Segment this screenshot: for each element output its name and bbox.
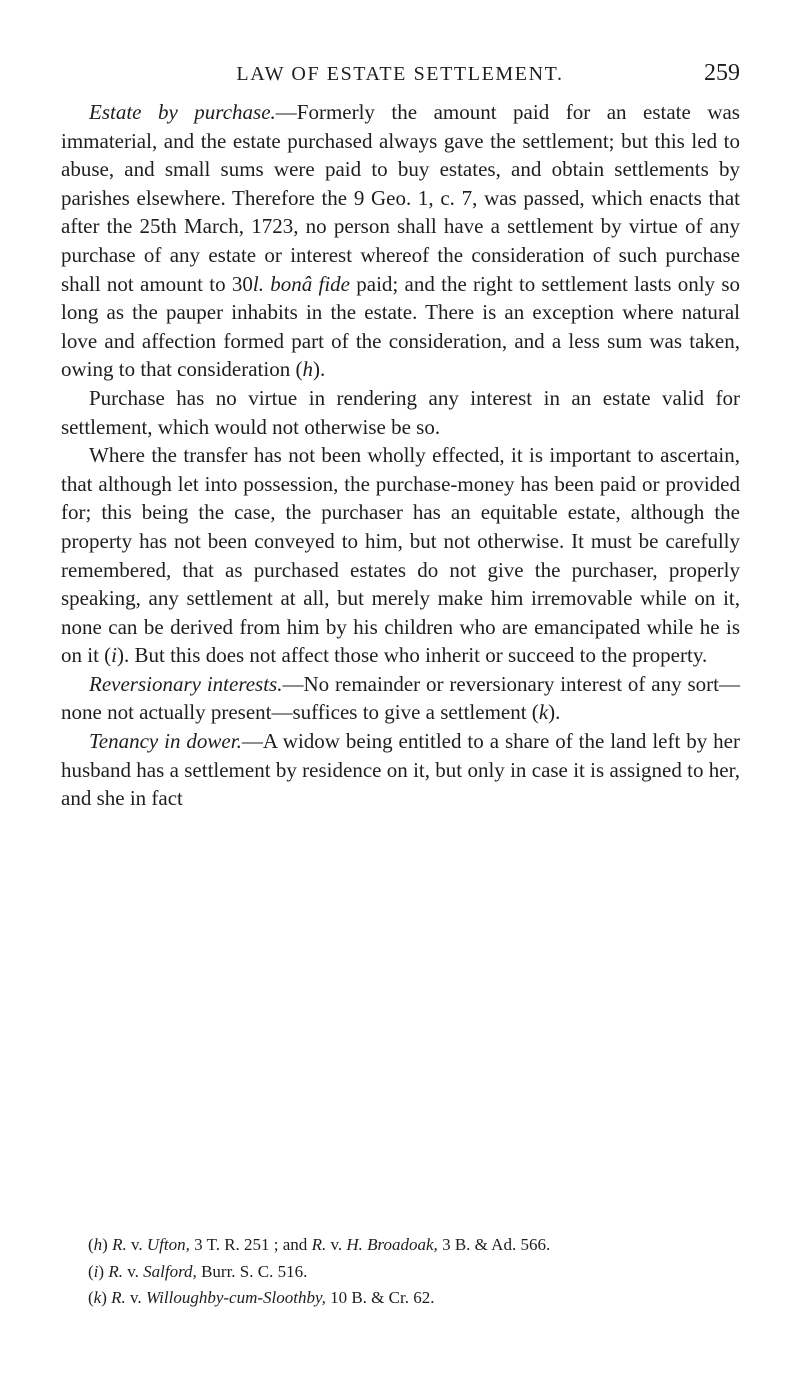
text-run: —No remainder or reversionary interest of any sort—none not actually present—suffices to give a settlement ( (61, 671, 740, 725)
italic-text: Willoughby-cum-Sloothby, (145, 1288, 326, 1307)
text-run: v. (126, 1235, 147, 1254)
page-number: 259 (704, 60, 740, 86)
section-heading: Estate by purchase. (89, 100, 276, 124)
section-heading: Tenancy in dower. (89, 729, 242, 754)
text-run: 3 T. R. 251 ; and (189, 1235, 312, 1254)
running-head (60, 60, 740, 100)
text-run: v. (122, 1261, 144, 1281)
paragraph (61, 670, 740, 727)
italic-text: i (93, 1261, 99, 1281)
running-title: LAW OF ESTATE SETTLEMENT. (236, 63, 564, 85)
italic-text: R. (112, 1235, 127, 1254)
italic-text: k (93, 1288, 102, 1307)
text-run: Burr. S. C. 516. (196, 1261, 308, 1281)
text-run: ). (548, 700, 561, 725)
text-run: ( (88, 1288, 94, 1307)
text-run: v. (326, 1235, 347, 1254)
text-run: —Formerly the amount paid for an estate was immaterial, and the estate purchased always gave the settlement; but this led to abuse, and small sums were paid to buy estates, and obtain settlements by parishes elsewhere. Therefore the 9 Geo. 1, c. 7, was passed, which enacts that after the 25th March, 1723, no person shall have a settlement by virtue of any purchase of any estate or interest whereof the consideration of such purchase shall not amount to 30 (61, 100, 740, 296)
text-run: ( (88, 1235, 94, 1254)
text-run: 10 B. & Cr. 62. (325, 1288, 435, 1307)
footnotes (88, 1232, 748, 1312)
body-text (61, 98, 740, 813)
italic-text: i (111, 643, 118, 668)
italic-text: Salford, (143, 1261, 197, 1281)
text-run: ) (101, 1288, 112, 1307)
footnote (88, 1232, 748, 1259)
italic-text: h (93, 1235, 103, 1254)
paragraph (61, 98, 740, 384)
italic-text: Ufton, (146, 1235, 190, 1254)
italic-text: l. bonâ fide (252, 271, 350, 296)
italic-text: h (302, 357, 313, 382)
footnote (88, 1259, 748, 1286)
text-run: Purchase has no virtue in rendering any interest in an estate valid for settlement, which would not otherwise be so. (61, 385, 740, 439)
italic-text: k (538, 700, 549, 725)
text-run: ) (102, 1235, 113, 1254)
paragraph (61, 727, 740, 813)
text-run: 3 B. & Ad. 566. (437, 1235, 551, 1254)
text-run: paid; and the right to settlement lasts only so long as the pauper inhabits in the estate. There is an exception where natural love and affection formed part of the consideration, and a less sum was taken, owing to that consideration ( (61, 271, 740, 382)
text-run: Where the transfer has not been wholly effected, it is important to ascertain, that although let into possession, the purchase-money has been paid or provided for; this being the case, the purchaser has an equitable estate, although the property has not been conveyed to him, but not otherwise. It must be carefully remembered, that as purchased estates do not give the purchaser, properly speaking, any settlement at all, but merely make him irremovable while on it, none can be derived from him by his children who are emancipated while he is on it ( (61, 443, 740, 668)
text-run: v. (125, 1288, 146, 1307)
text-run: ) (98, 1261, 109, 1281)
paragraph (61, 384, 740, 441)
footnote (88, 1285, 748, 1312)
text-run: ( (88, 1261, 94, 1281)
text-run: —A widow being entitled to a share of the land left by her husband has a settlement by residence on it, but only in case it is assigned to her, and she in fact (61, 729, 740, 811)
text-run: ). But this does not affect those who inherit or succeed to the property. (117, 643, 708, 668)
italic-text: R. (108, 1261, 123, 1281)
italic-text: H. Broadoak, (346, 1235, 438, 1254)
section-heading: Reversionary interests. (89, 671, 283, 696)
text-run: ). (312, 357, 326, 382)
paragraph (61, 441, 740, 670)
italic-text: R. (311, 1235, 327, 1254)
italic-text: R. (111, 1288, 126, 1307)
